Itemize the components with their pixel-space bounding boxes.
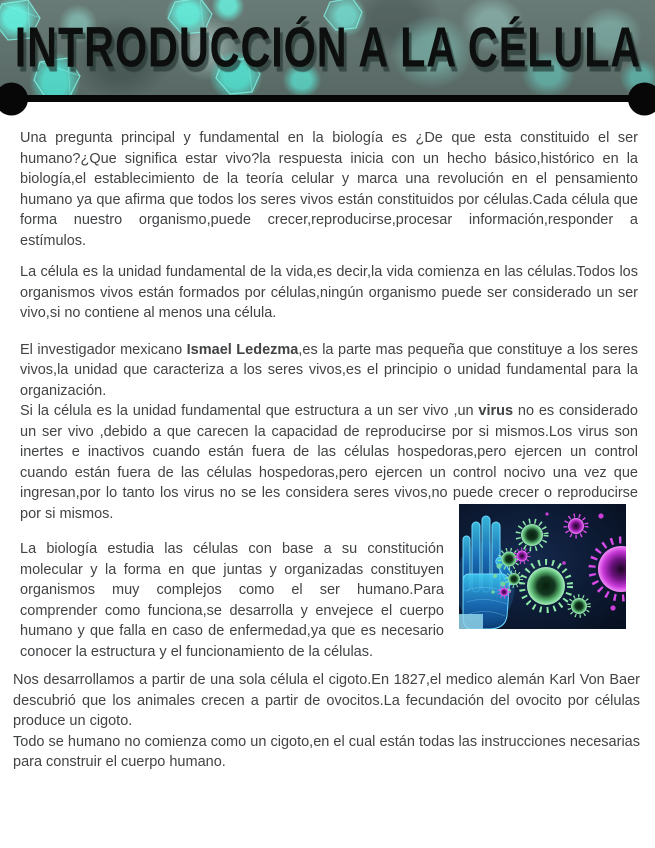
header-banner bbox=[0, 0, 655, 102]
p4-text-post: no es considerado un ser vivo ,debido a que carecen la capacidad de reproducirse por si mismos.Los virus son inertes e inactivos cuando están fuera de las células hospedoras,pero ejercen un control cuando están fuera de las células hospedoras,pero ejercen un control nocivo una vez que ingresan,por lo tanto los virus no se les considera seres vivos,no puede crecer o reproducirse por si mismos. bbox=[20, 403, 638, 522]
p3-text-post: ,es la parte mas pequeña que constituye a los seres vivos,la unidad que caracteriza a los seres vivos,es el principio o unidad fundamental para la organización. bbox=[20, 341, 638, 399]
p6-text: Nos desarrollamos a partir de una sola célula el cigoto.En 1827,el medico alemán Karl Von Baer descubrió que los animales crecen a partir de ovocitos.La fecundación del ovocito por células produce un cigoto. bbox=[13, 672, 640, 729]
paragraph-biology-study: La biología estudia las células con base a su constitución molecular y la forma en que juntas y organizadas constituyen organismos muy complejos como el ser humano.Para comprender como funciona,se desarrolla y envejece el cuerpo humano y que falla en caso de enfermedad,ya que es necesario conocer la estructura y el funcionamiento de la células. bbox=[20, 541, 444, 660]
page-title: INTRODUCCIÓN A LA CÉLULA bbox=[14, 15, 641, 79]
wrist-highlight bbox=[459, 614, 483, 629]
divider-line bbox=[0, 95, 655, 102]
paragraph-researcher-and-virus bbox=[20, 340, 638, 525]
divider-dot-right bbox=[628, 82, 655, 115]
document-body bbox=[0, 128, 655, 773]
divider-dot-left bbox=[0, 82, 28, 115]
p3-bold-name: Ismael Ledezma bbox=[186, 341, 299, 358]
p4-text-pre: Si la célula es la unidad fundamental que estructura a un ser vivo ,un bbox=[20, 403, 479, 419]
hand-blocking-viruses-illustration bbox=[459, 504, 626, 629]
p4-bold-virus: virus bbox=[478, 403, 514, 419]
p7-text: Todo se humano no comienza como un cigoto,en el cual están todas las instrucciones necesarias para construir el cuerpo humano. bbox=[13, 733, 640, 770]
p3-text-pre: El investigador mexicano bbox=[20, 341, 187, 358]
paragraph-cell-unit: La célula es la unidad fundamental de la vida,es decir,la vida comienza en las células.Todos los organismos vivos están formados por células,ningún organismo puede ser considerado un ser vivo,si no contiene al menos una célula. bbox=[20, 264, 638, 321]
paragraph-zygote bbox=[13, 670, 640, 773]
paragraph-intro: Una pregunta principal y fundamental en la biología es ¿De que esta constituido el ser humano?¿Que significa estar vivo?la respuesta inicia con un hecho básico,histórico en la biología,el establecimiento de la teoría celular y marca una revolución en el pensamiento humano ya que afirma que todos los seres vivos están constituidos por células.Cada célula que forma nuestro organismo,puede crecer,reproducirse,procesar información,responder a estímulos. bbox=[20, 130, 638, 249]
